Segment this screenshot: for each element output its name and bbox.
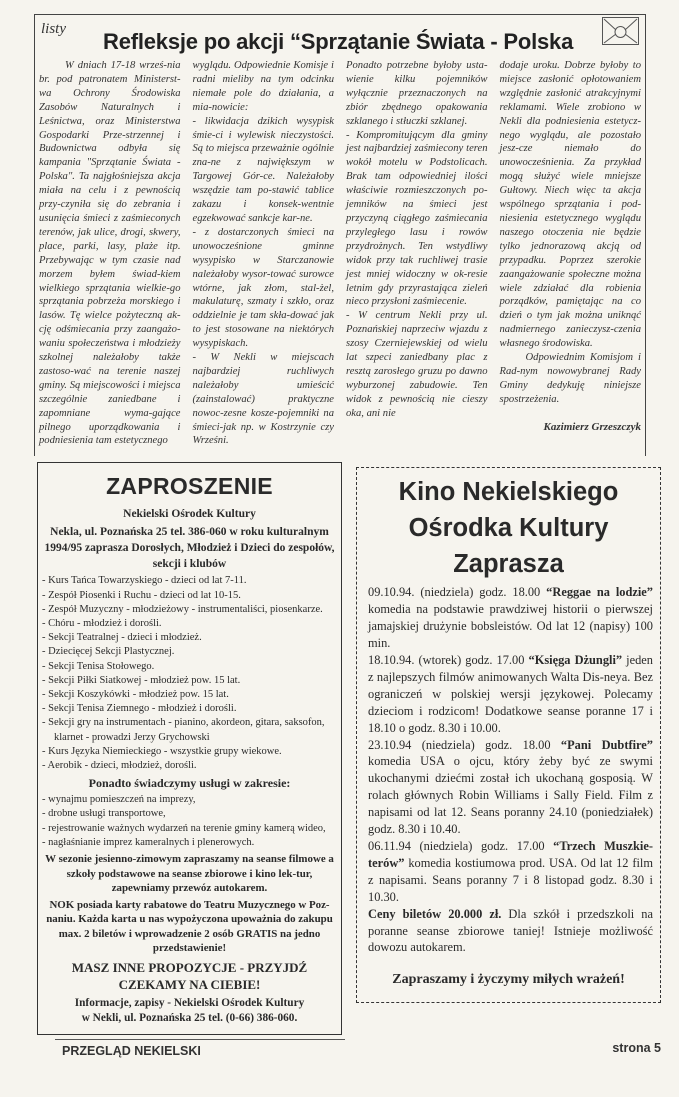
page-footer xyxy=(55,1039,661,1067)
article-columns xyxy=(39,59,641,448)
services-list xyxy=(38,793,341,850)
article-author: Kazimierz Grzeszczyk xyxy=(543,420,641,433)
article-paragraph: - z dostarczonych śmieci na unowocześnione gminne wysypisko w Starczanowie należałoby wysor-tować surowce wtórne, jak złom, stal-żel, makulaturę, szmaty i szkło, oraz oddzielnie je tam skła-dować jak to jest stosowane na niektórych wysypiskach. xyxy=(192,226,334,350)
activity-item: - Sekcji Tenisa Stołowego. xyxy=(42,660,155,672)
article-paragraph: - W centrum Nekli przy ul. Poznańskiej naprzeciw wjazdu z szosy Czerniejewskiej od wielu lat szpeci zaniedbany plac z resztą zarosłego gruzu po dawno wyburzonej zabudowie. Ten widok z pewnością nie cieszy oka, ani nie xyxy=(346,310,488,419)
ticket-prices xyxy=(368,906,653,957)
activity-item: - Dziecięcej Sekcji Plastycznej. xyxy=(42,646,175,658)
zaproszenie-intro: Nekla, ul. Poznańska 25 tel. 386-060 w roku kulturalnym 1994/95 zaprasza Dorosłych, Młodzież i Dzieci do zespołów, sekcji i klubów xyxy=(44,526,335,571)
screening-item xyxy=(368,737,653,838)
activity-item: - Aerobik - dzieci, młodzież, dorośli. xyxy=(42,760,197,772)
service-item: - wynajmu pomieszczeń na imprezy, xyxy=(42,794,196,806)
zaproszenie-box xyxy=(37,462,342,1034)
zaproszenie-organizer: Nekielski Ośrodek Kultury xyxy=(123,508,256,521)
contact-line: w Nekli, ul. Poznańska 25 tel. (0-66) 386-060. xyxy=(81,1011,298,1024)
article-frame xyxy=(34,14,646,456)
film-title: “Pani Dubtfire” xyxy=(560,737,653,752)
activity-item: - Zespół Muzyczny - młodzieżowy - instrumentaliści, piosenkarze. xyxy=(42,603,323,615)
article-paragraph: wyglądu. Odpowiednie Komisje i radni mieliby na tym odcinku niemałe pole do działania, a mia-nowicie: xyxy=(192,60,334,113)
article-paragraph: W dniach 17-18 wrześ-nia br. pod patronatem Ministerst-wa Ochrony Środowiska Zasobów Naturalnych i Leśnictwa, oraz Ministerstwa Gospodarki Prze-strzennej i Budownictwa odbyła się kampania "Sprzątanie Świata - Polska". Ta najgłośniejsza akcja miała na celu i z pewnością przy-czyniła się do zebrania i usunięcia śmieci z zaśmieconych terenów, jak ulice, drogi, skwery, place, parki, lasy, plaże itp. Przebywając w tym czasie nad morzem byłem świad-kiem wielkiego sprzątania wielkie-go sprzątania pobrzeża morskiego i lasów. Tę wielce pożyteczną ak-cję odśmiecania przy zaangażo-waniu społeczeństwa i młodzieży szkolnej należałoby także zastoso-wać na terenie naszej gminy. Są miejscowości i miejsca szczególnie zaniedbane i zapomniane wyma-gające pilnego uporządkowania i podniesienia tam estetycznego xyxy=(39,60,181,447)
article-column-2 xyxy=(193,59,335,448)
screening-date: 18.10.94. (wtorek) godz. 17.00 xyxy=(368,653,529,667)
article-paragraph: - Kompromitującym dla gminy jest najbardziej zaśmiecony teren wokół motelu w Podstolicach. Brak tam odpowiedniej ilości właściwie rozmieszczonych po-jemników na śmieci jest przyczyną ciągłego zaśmiecania przyległego lasu i rowów przydrożnych. Ten wstydliwy widok przy tak ruchliwej trasie jest mniej widoczny w ok-resie letnim gdy przyrastająca zieleń nieco przysłoni zaśmiecenie. xyxy=(346,129,488,308)
screening-item xyxy=(368,652,653,737)
article-paragraph: Ponadto potrzebne byłoby usta-wienie kilku pojemników wyłącznie przeznaczonych na zbiór zbędnego opakowania szklanego i stłuczki szklanej. xyxy=(346,60,488,127)
ticket-price: Ceny biletów 20.000 zł. xyxy=(368,906,502,921)
film-description: komedia na podstawie prawdziwej historii o pierwszej jamajskiej drużynie bobsleistów. Od lat 12 (napisy) 100 min. xyxy=(368,602,653,651)
article-column-1 xyxy=(39,59,181,448)
service-item: - rejestrowanie ważnych wydarzeń na terenie gminy kamerą wideo, xyxy=(42,822,326,834)
article-column-3 xyxy=(346,59,488,421)
article-headline: Refleksje po akcji “Sprzątanie Świata - Polska xyxy=(103,29,574,54)
film-title: “Reggae na lodzie” xyxy=(546,585,653,600)
activity-item: klarnet - prowadzi Jerzy Grychowski xyxy=(54,731,210,743)
section-label: listy xyxy=(41,21,66,37)
activity-item: - Chóru - młodzież i dorośli. xyxy=(42,617,162,629)
kino-closing: Zapraszamy i życzymy miłych wrażeń! xyxy=(392,972,625,988)
activity-item: - Zespół Piosenki i Ruchu - dzieci od lat 10-15. xyxy=(42,589,241,601)
envelope-icon xyxy=(602,17,639,45)
activity-item: - Sekcji gry na instrumentach - pianino, akordeon, gitara, saksofon, xyxy=(42,717,325,729)
zaproszenie-activities xyxy=(38,574,341,773)
article-paragraph: - W Nekli w miejscach najbardziej ruchliwych należałoby umieścić (zainstalować) praktyczne nowoc-zesne kosze-pojemniki na śmieci-jak np. w Kostrzynie czy Wrześni. xyxy=(192,352,334,447)
activity-item: - Sekcji Teatralnej - dzieci i młodzież. xyxy=(42,632,202,644)
screening-item xyxy=(368,584,653,652)
screening-date: 23.10.94 (niedziela) godz. 18.00 xyxy=(368,737,561,752)
bottom-row xyxy=(37,462,661,1034)
film-description: komedia kostiumowa prod. USA. Od lat 12 film z napisami. Seans poranny 7 i 8 listopad godz. 8.30 i 10.30. xyxy=(368,855,653,904)
kino-title xyxy=(357,474,660,582)
service-item: - drobne usługi transportowe, xyxy=(42,808,166,820)
contact-info xyxy=(38,996,341,1026)
article-column-4 xyxy=(500,59,642,435)
page-number: strona 5 xyxy=(612,1040,661,1055)
article-paragraph: dodaje uroku. Dobrze byłoby to miejsce zasłonić opłotowaniem względnie zasłonić atrakcyjnymi reklamami. Wiele zrobiono w Nekli dla podniesienia estetycz-nego wyglądu, ale pozostało jesz-cze niemało do unowocześnienia. Za przykład mogą służyć wiele mniejsze Gułtowy. Niech więc ta akcja wspólnego sprzątania i pod-niesienia estetycznego wyglądu naszego otoczenia nie będzie tylko jednorazową akcją od przypadku. Poprzez szerokie zaangażowanie społeczne można wiele zdziałać dla robienia porządków, pamiętając na co dzień o tym jak można uniknąć nadmiernego zanieczysz-czenia własnego środowiska. xyxy=(499,60,641,350)
nok-notice: NOK posiada karty rabatowe do Teatru Muzycznego w Poz-naniu. Każda karta u nas wypożyczona upoważnia do zakupu max. 2 biletów i wprowadzenie 2 osób GRATIS na jedno przedstawienie! xyxy=(46,898,333,955)
screenings-list xyxy=(357,584,660,956)
services-heading: Ponadto świadczymy usługi w zakresie: xyxy=(88,776,291,791)
season-notice: W sezonie jesienno-zimowym zapraszamy na seanse filmowe a szkoły podstawowe na seanse zbiorowe i kino lek-tur, zapewniamy przewóz autokarem. xyxy=(45,853,334,895)
activity-item: - Kurs Tańca Towarzyskiego - dzieci od lat 7-11. xyxy=(42,575,247,587)
activity-item: - Sekcji Tenisa Ziemnego - młodzież i dorośli. xyxy=(42,703,237,715)
service-item: - nagłaśnianie imprez kameralnych i plenerowych. xyxy=(42,836,255,848)
film-description: komedia USA o ojcu, który żeby być ze swymi ukochanymi dziećmi został ich ukochaną gosposią. W rolach głównych Robin Williams i Sally Field. Film z napisami od lat 12. Seans poranny 24.10 (poniedziałek) godz. 8.30 i 10.40. xyxy=(368,754,653,837)
kino-title-line: Kino Nekielskiego xyxy=(398,478,619,507)
publication-name: PRZEGLĄD NEKIELSKI xyxy=(62,1043,201,1058)
screening-date: 09.10.94. (niedziela) godz. 18.00 xyxy=(368,585,547,600)
screening-date: 06.11.94 (niedziela) godz. 17.00 xyxy=(368,838,554,853)
kino-title-line: Ośrodka Kultury xyxy=(408,514,609,543)
film-description: jeden z najlepszych filmów animowanych Walta Dis-neya. Bez ograniczeń w polskiej wersji językowej. Polecamy dzieciom i rodzicom! Dodatkowe seanse poranne 17 i 18.10 o godz. 8.30 i 10.00. xyxy=(368,653,654,735)
article-paragraph: Odpowiednim Komisjom i Rad-nym nowowybranej Rady Gminy dedykuję niniejsze spostrzeżenia. xyxy=(499,352,641,405)
ticket-info: Dla szkół i przedszkoli na poranne seanse zbiorowe taniej! Istnieje możliwość dowozu autokarem. xyxy=(368,906,653,955)
zaproszenie-title: ZAPROSZENIE xyxy=(106,473,273,500)
activity-item: - Kurs Języka Niemieckiego - wszystkie grupy wiekowe. xyxy=(42,745,282,757)
activity-item: - Sekcji Koszykówki - młodzież pow. 15 lat. xyxy=(42,689,229,700)
article-paragraph: - likwidacja dzikich wysypisk śmie-ci i wylewisk nieczystości. Są to miejsca przeważnie ogólnie zna-ne z największym w Targowej Gór-ce. Należałoby wszędzie tam po-stawić tablice zakazu i konsek-wentnie egzekwować sankcje kar-ne. xyxy=(192,115,334,224)
film-title: “Księga Dżungli” xyxy=(528,653,623,667)
footer-divider xyxy=(55,1039,345,1040)
screening-item xyxy=(368,838,653,906)
article-header xyxy=(39,19,641,59)
call-to-action: MASZ INNE PROPOZYCJE - PRZYJDŹ CZEKAMY NA CIEBIE! xyxy=(71,959,308,992)
film-title: “Trzech Muszkie-terów” xyxy=(368,838,653,870)
activity-item: - Sekcji Piłki Siatkowej - młodzież pow. 15 lat. xyxy=(42,674,241,686)
contact-line: Informacje, zapisy - Nekielski Ośrodek Kultury xyxy=(74,996,305,1009)
kino-title-line: Zaprasza xyxy=(453,550,564,579)
kino-box xyxy=(356,467,661,1003)
